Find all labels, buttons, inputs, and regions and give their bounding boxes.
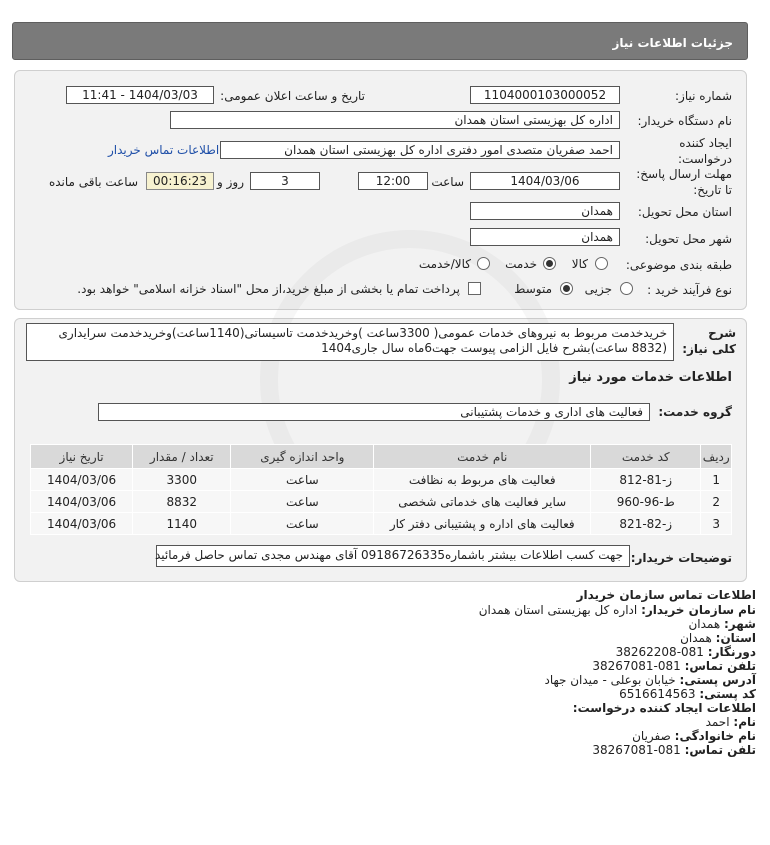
- description-line-2: (8832 ساعت)بشرح فایل الزامی پیوست جهت6ماه سال جاری1404: [321, 341, 667, 355]
- service-qty: 3300: [133, 469, 231, 491]
- creator-label-2: درخواست:: [678, 152, 732, 166]
- creator-heading: اطلاعات ایجاد کننده درخواست:: [572, 701, 756, 715]
- service-name: سایر فعالیت های خدماتی شخصی: [374, 491, 591, 513]
- contact-fax: دورنگار: 081-38262208: [615, 645, 756, 659]
- deadline-time-field[interactable]: 12:00: [358, 172, 428, 190]
- process-label: نوع فرآیند خرید :: [647, 283, 732, 297]
- announce-label: تاریخ و ساعت اعلان عمومی:: [220, 89, 365, 103]
- service-name: فعالیت های اداره و پشتیبانی دفتر کار: [374, 513, 591, 535]
- remaining-time-field: 00:16:23: [146, 172, 214, 190]
- deadline-label-2: تا تاریخ:: [693, 183, 732, 197]
- row-number: 3: [701, 513, 732, 535]
- buyer-note-label: توضیحات خریدار:: [630, 551, 732, 565]
- creator-phone: تلفن تماس: 081-38267081: [592, 743, 756, 757]
- deadline-date-field[interactable]: 1404/03/06: [470, 172, 620, 190]
- service-unit: ساعت: [231, 469, 374, 491]
- category-option-goods-service: کالا/خدمت: [418, 257, 471, 271]
- buyer-contact-link[interactable]: اطلاعات تماس خریدار: [108, 143, 220, 157]
- col-name: نام خدمت: [374, 445, 591, 469]
- treasury-payment-note: پرداخت تمام یا بخشی از مبلغ خرید،از محل "اسناد خزانه اسلامی" خواهد بود.: [77, 282, 460, 296]
- page-title: جزئیات اطلاعات نیاز: [12, 22, 748, 60]
- row-number: 2: [701, 491, 732, 513]
- contact-org: نام سازمان خریدار: اداره کل بهزیستی استان همدان: [478, 603, 756, 617]
- days-label: روز و: [217, 175, 244, 189]
- buyer-org-label: نام دستگاه خریدار:: [637, 114, 732, 128]
- contact-province: استان: همدان: [680, 631, 756, 645]
- services-section-title: اطلاعات خدمات مورد نیاز: [569, 370, 732, 385]
- service-date: 1404/03/06: [31, 469, 133, 491]
- remaining-time-label: ساعت باقی مانده: [48, 175, 138, 189]
- deadline-time-label: ساعت: [431, 175, 464, 189]
- treasury-payment-checkbox[interactable]: [468, 282, 481, 295]
- service-name: فعالیت های مربوط به نظافت: [374, 469, 591, 491]
- service-qty: 1140: [133, 513, 231, 535]
- description-label-1: شرح: [708, 326, 736, 340]
- service-code: ط-96-960: [591, 491, 701, 513]
- service-unit: ساعت: [231, 513, 374, 535]
- service-date: 1404/03/06: [31, 491, 133, 513]
- col-qty: تعداد / مقدار: [133, 445, 231, 469]
- description-field[interactable]: [26, 323, 674, 361]
- category-option-service: خدمت: [505, 257, 537, 271]
- col-date: تاریخ نیاز: [31, 445, 133, 469]
- service-group-field[interactable]: فعالیت های اداری و خدمات پشتیبانی: [98, 403, 650, 421]
- province-field[interactable]: همدان: [470, 202, 620, 220]
- description-label-2: کلی نیاز:: [682, 342, 736, 356]
- contact-phone: تلفن تماس: 081-38267081: [592, 659, 756, 673]
- service-unit: ساعت: [231, 491, 374, 513]
- contact-zip: کد پستی: 6516614563: [619, 687, 756, 701]
- services-table: [30, 444, 732, 535]
- category-option-goods: کالا: [571, 257, 588, 271]
- table-row: [31, 469, 732, 491]
- city-field[interactable]: همدان: [470, 228, 620, 246]
- contact-heading: اطلاعات تماس سازمان خریدار: [576, 588, 756, 602]
- process-radio-minor[interactable]: [620, 282, 633, 295]
- need-number-label: شماره نیاز:: [675, 89, 732, 103]
- category-radio-service[interactable]: [543, 257, 556, 270]
- row-number: 1: [701, 469, 732, 491]
- col-row: ردیف: [701, 445, 732, 469]
- announce-date-field[interactable]: 1404/03/03 - 11:41: [66, 86, 214, 104]
- table-row: [31, 513, 732, 535]
- creator-name: نام: احمد: [705, 715, 756, 729]
- category-radio-goods-service[interactable]: [477, 257, 490, 270]
- col-unit: واحد اندازه گیری: [231, 445, 374, 469]
- description-line-1: خریدخدمت مربوط به نیروهای خدمات عمومی( 3300ساعت )وخریدخدمت تاسیساتی(1140ساعت)وخریدخدمت سرایداری: [58, 326, 667, 340]
- contact-city: شهر: همدان: [688, 617, 756, 631]
- deadline-label-1: مهلت ارسال پاسخ:: [636, 167, 732, 181]
- process-option-minor: جزیی: [584, 282, 612, 296]
- process-radio-medium[interactable]: [560, 282, 573, 295]
- col-code: کد خدمت: [591, 445, 701, 469]
- buyer-note-field[interactable]: جهت کسب اطلاعات بیشتر باشماره09186726335 آقای مهندس مجدی تماس حاصل فرمائید: [156, 545, 630, 567]
- need-number-field[interactable]: 1104000103000052: [470, 86, 620, 104]
- creator-field[interactable]: احمد صفریان متصدی امور دفتری اداره کل بهزیستی استان همدان: [220, 141, 620, 159]
- days-remaining-field[interactable]: 3: [250, 172, 320, 190]
- creator-family: نام خانوادگی: صفریان: [632, 729, 756, 743]
- contact-address: آدرس پستی: خیابان بوعلی - میدان جهاد: [544, 673, 756, 687]
- service-code: ز-82-821: [591, 513, 701, 535]
- service-qty: 8832: [133, 491, 231, 513]
- service-date: 1404/03/06: [31, 513, 133, 535]
- province-label: استان محل تحویل:: [637, 205, 732, 219]
- table-row: [31, 491, 732, 513]
- category-radio-goods[interactable]: [595, 257, 608, 270]
- service-code: ز-81-812: [591, 469, 701, 491]
- buyer-org-field[interactable]: اداره کل بهزیستی استان همدان: [170, 111, 620, 129]
- creator-label-1: ایجاد کننده: [679, 136, 732, 150]
- category-label: طبقه بندی موضوعی:: [625, 258, 732, 272]
- service-group-label: گروه خدمت:: [658, 405, 732, 419]
- process-option-medium: متوسط: [514, 282, 552, 296]
- city-label: شهر محل تحویل:: [645, 232, 732, 246]
